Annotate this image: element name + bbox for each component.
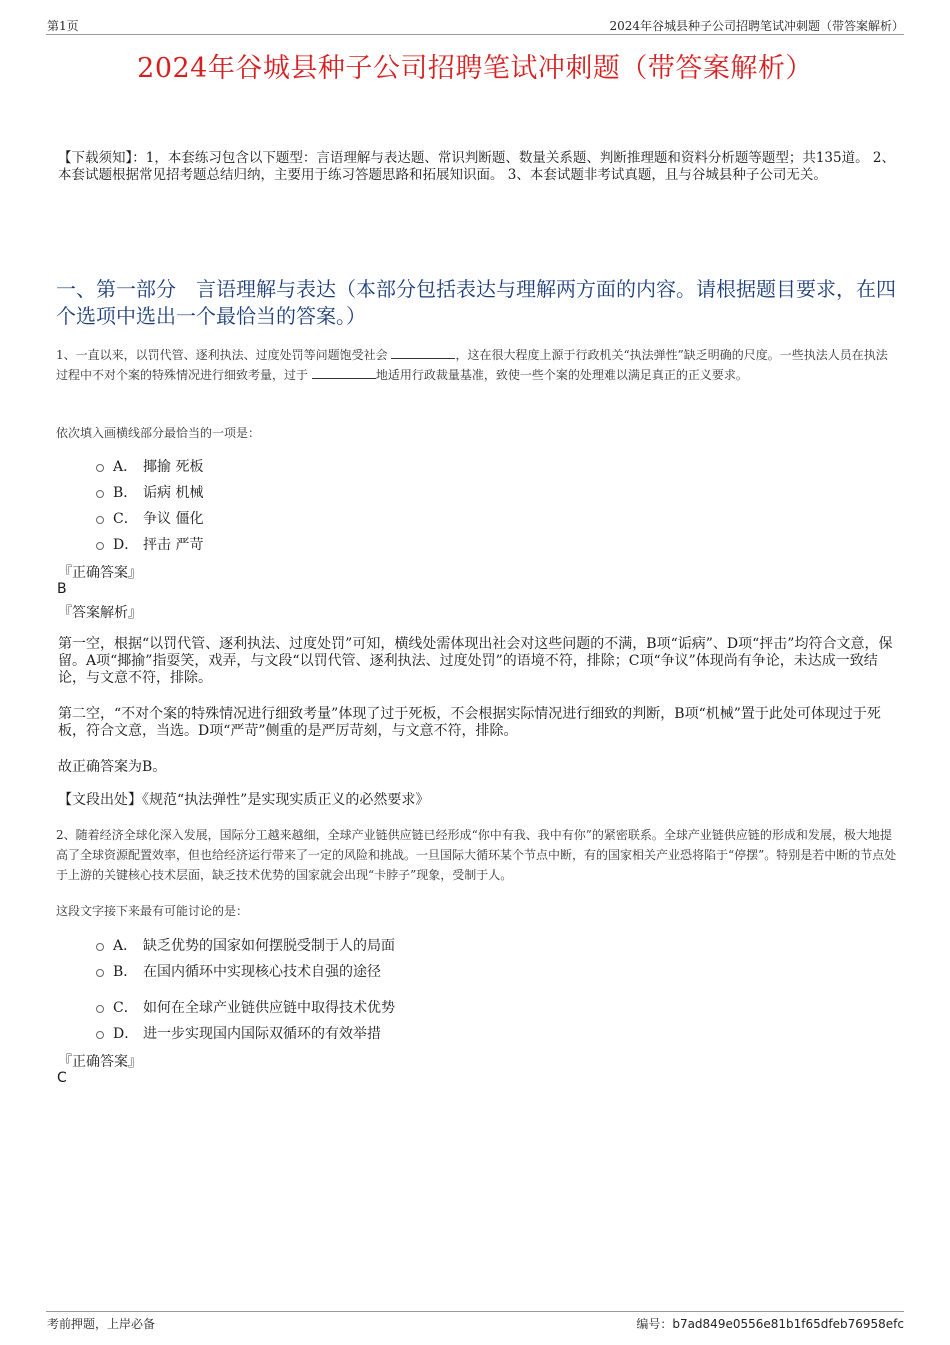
option-text: 如何在全球产业链供应链中取得技术优势 xyxy=(143,1000,395,1016)
option-key: C． xyxy=(113,511,138,527)
q1-option-d[interactable] xyxy=(96,534,203,554)
option-key: A． xyxy=(113,459,138,475)
serial-value: b7ad849e0556e81b1f65dfeb76958efc xyxy=(672,1317,904,1331)
radio-icon[interactable] xyxy=(96,943,104,951)
radio-icon[interactable] xyxy=(96,516,104,524)
footer-serial xyxy=(636,1315,904,1332)
q1-option-a[interactable] xyxy=(96,456,203,476)
q1-stem-part3: 地适用行政裁量基准，致使一些个案的处理难以满足真正的正义要求。 xyxy=(375,368,748,382)
serial-label: 编号： xyxy=(636,1317,673,1331)
question-2-prompt: 这段文字接下来最有可能讨论的是： xyxy=(56,904,249,918)
q1-option-c[interactable] xyxy=(96,508,203,528)
option-key: B． xyxy=(113,485,138,501)
download-notice: 【下载须知】：1，本套练习包含以下题型：言语理解与表达题、常识判断题、数量关系题、判断推理题和资料分析题等题型；共135道。 2、本套试题根据常见招考题总结归纳，主要用于练习答题思路和拓展知识面。 3、本套试题非考试真题，且与谷城县种子公司无关。 xyxy=(58,150,895,183)
option-text: 在国内循环中实现核心技术自强的途径 xyxy=(143,964,381,980)
q2-option-b[interactable] xyxy=(96,961,381,981)
q1-analysis-label: 『答案解析』 xyxy=(58,605,142,621)
option-key: A． xyxy=(113,938,138,954)
option-text: 诟病 机械 xyxy=(143,485,204,501)
header-divider xyxy=(46,34,904,35)
radio-icon[interactable] xyxy=(96,1031,104,1039)
option-key: B． xyxy=(113,964,138,980)
q2-option-a[interactable] xyxy=(96,935,395,955)
q1-analysis-para-1: 第一空，根据“以罚代管、逐利执法、过度处罚”可知，横线处需体现出社会对这些问题的不满，B项“诟病”、D项“抨击”均符合文意，保留。A项“揶揄”指耍笑，戏弄，与文段“以罚代管、逐利执法、过度处罚”的语境不符，排除；C项“争议”体现尚有争论，未达成一致结论，与文意不符，排除。 xyxy=(58,636,893,686)
option-text: 抨击 严苛 xyxy=(143,537,204,553)
q1-blank-2 xyxy=(312,368,376,379)
q1-stem-part1: 1、一直以来，以罚代管、逐利执法、过度处罚等问题饱受社会 xyxy=(56,348,388,362)
radio-icon[interactable] xyxy=(96,490,104,498)
q2-option-d[interactable] xyxy=(96,1023,381,1043)
q1-answer-label: 『正确答案』 xyxy=(58,565,142,581)
option-text: 争议 僵化 xyxy=(143,511,204,527)
running-header-title: 2024年谷城县种子公司招聘笔试冲刺题（带答案解析） xyxy=(609,19,904,33)
section-heading: 一、第一部分 言语理解与表达（本部分包括表达与理解两方面的内容。请根据题目要求，在四个选项中选出一个最恰当的答案。） xyxy=(56,277,896,328)
option-text: 揶揄 死板 xyxy=(143,459,204,475)
page-number: 第1页 xyxy=(47,19,79,33)
radio-icon[interactable] xyxy=(96,464,104,472)
option-text: 缺乏优势的国家如何摆脱受制于人的局面 xyxy=(143,938,395,954)
radio-icon[interactable] xyxy=(96,1005,104,1013)
q1-analysis-para-2: 第二空，“不对个案的特殊情况进行细致考量”体现了过于死板，不会根据实际情况进行细致的判断，B项“机械”置于此处可体现过于死板，符合文意，当选。D项“严苛”侧重的是严厉苛刻，与文意不符，排除。 xyxy=(58,706,881,739)
q1-answer: B xyxy=(57,581,67,597)
radio-icon[interactable] xyxy=(96,542,104,550)
footer-divider xyxy=(46,1311,904,1312)
q1-option-b[interactable] xyxy=(96,482,203,502)
question-1-prompt: 依次填入画横线部分最恰当的一项是： xyxy=(56,426,261,440)
q1-source: 【文段出处】《规范“执法弹性”是实现实质正义的必然要求》 xyxy=(58,792,430,808)
option-text: 进一步实现国内国际双循环的有效举措 xyxy=(143,1026,381,1042)
radio-icon[interactable] xyxy=(96,969,104,977)
option-key: D． xyxy=(113,1026,139,1042)
option-key: C． xyxy=(113,1000,138,1016)
q2-option-c[interactable] xyxy=(96,997,395,1017)
q1-blank-1 xyxy=(391,348,455,359)
question-2-stem: 2、随着经济全球化深入发展，国际分工越来越细，全球产业链供应链已经形成“你中有我、我中有你”的紧密联系。全球产业链供应链的形成和发展，极大地提高了全球资源配置效率，但也给经济运行带来了一定的风险和挑战。一旦国际大循环某个节点中断，有的国家相关产业恐将陷于“停摆”。特别是若中断的节点处于上游的关键核心技术层面，缺乏技术优势的国家就会出现“卡脖子”现象，受制于人。 xyxy=(56,828,897,882)
question-1-stem xyxy=(56,345,898,385)
q1-stem-part2: ，这在很大程度上源于行政机关“执法弹性”缺乏明确的尺度。一些执法人员在执法过程中不对个案的特殊情况进行细致考量，过于 xyxy=(56,348,888,382)
q1-analysis-para-3: 故正确答案为B。 xyxy=(58,759,167,775)
q2-answer: C xyxy=(57,1070,67,1086)
footer-slogan: 考前押题，上岸必备 xyxy=(47,1317,156,1331)
q2-answer-label: 『正确答案』 xyxy=(58,1054,142,1070)
document-title: 2024年谷城县种子公司招聘笔试冲刺题（带答案解析） xyxy=(137,53,813,84)
option-key: D． xyxy=(113,537,139,553)
